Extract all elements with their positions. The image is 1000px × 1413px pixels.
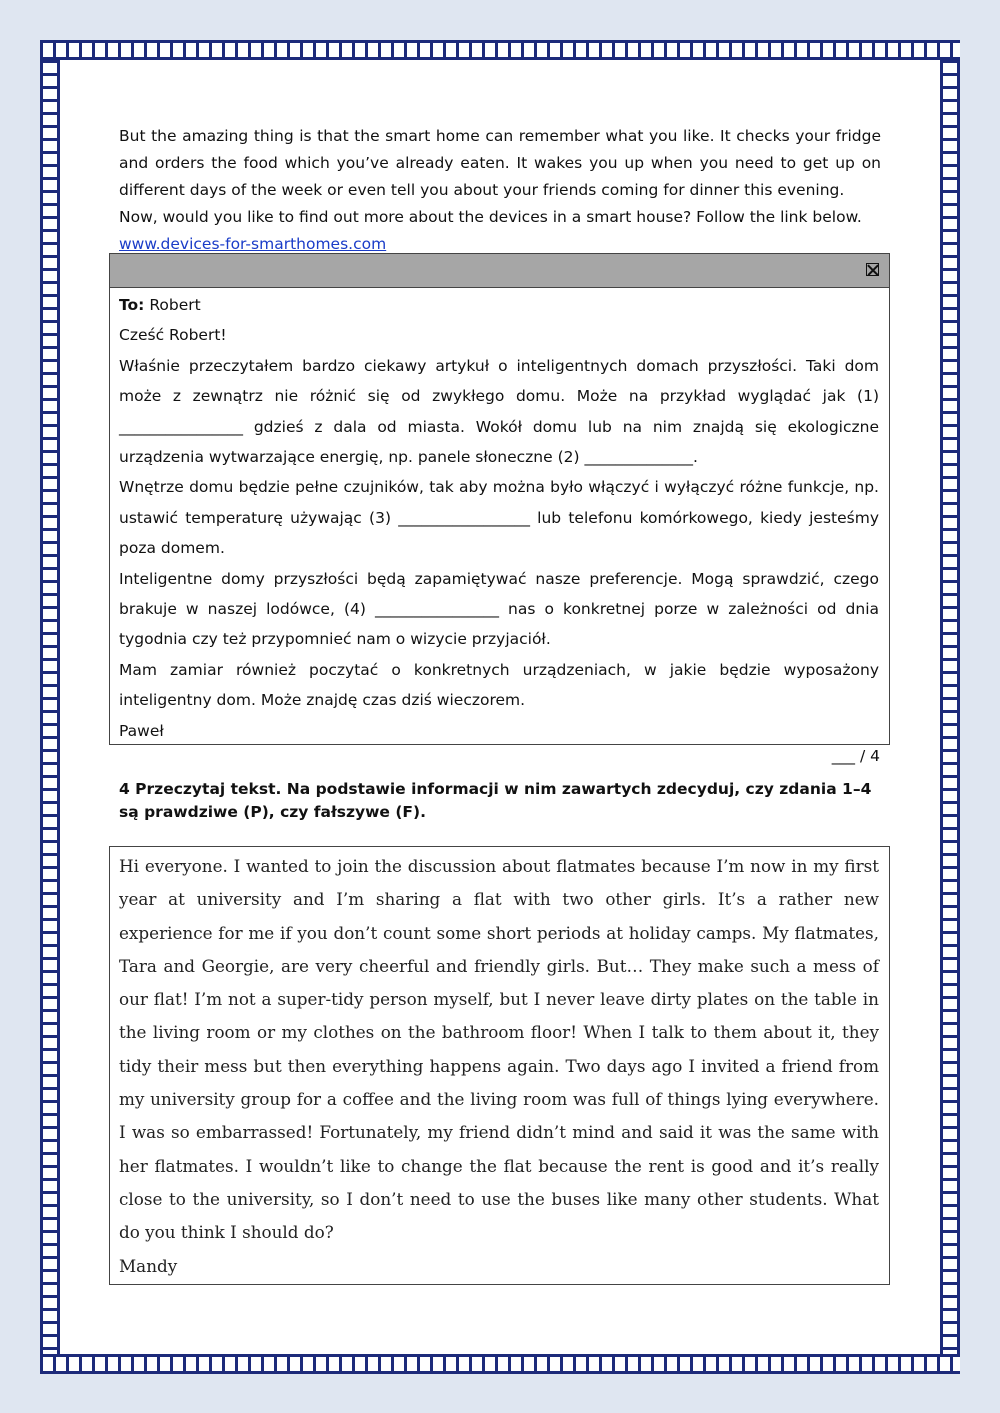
intro-paragraph-1: But the amazing thing is that the smart home can remember what you like. It checks your fridge and orders the food which you’ve already eaten. It wakes you up when you need to get up on different days of the week or even tell you about your friends coming for dinner this evening. [119, 127, 881, 199]
reading-text-box [109, 846, 890, 1285]
devices-link[interactable]: www.devices-for-smarthomes.com [119, 235, 387, 253]
reading-signature: Mandy [119, 1255, 178, 1276]
score-field: ___ / 4 [831, 747, 880, 765]
email-recipient [119, 290, 879, 320]
email-title-bar [110, 254, 889, 288]
email-paragraph-4: Mam zamiar również poczytać o konkretnych urządzeniach, w jakie będzie wyposażony inteligentny dom. Może znajdę czas dziś wieczorem. [119, 660, 879, 710]
email-paragraph-2: Wnętrze domu będzie pełne czujników, tak aby można było włączyć i wyłączyć różne funkcje, np. ustawić temperaturę używając (3) _________________ lub telefonu komórkowego, kiedy jesteśmy poza domem. [119, 478, 879, 558]
close-icon[interactable] [866, 263, 879, 276]
email-body [110, 288, 889, 746]
task-4-instruction: 4 Przeczytaj tekst. Na podstawie informacji w nim zawartych zdecyduj, czy zdania 1–4 są prawdziwe (P), czy fałszywe (F). [119, 780, 872, 821]
to-label: To: [119, 296, 145, 314]
decorative-border-top [40, 40, 960, 60]
reading-text: Hi everyone. I wanted to join the discussion about flatmates because I’m now in my first year at university and I’m sharing a flat with two other girls. It’s a rather new experience for me if you don’t count some short periods at holiday camps. My flatmates, Tara and Georgie, are very cheerful and friendly girls. But… They make such a mess of our flat! I’m not a super-tidy person myself, but I never leave dirty plates on the table in the living room or my clothes on the bathroom floor! When I talk to them about it, they tidy their mess but then everything happens again. Two days ago I invited a friend from my university group for a coffee and the living room was full of things lying everywhere. I was so embarrassed! Fortunately, my friend didn’t mind and said it was the same with her flatmates. I wouldn’t like to change the flat because the rent is good and it’s really close to the university, so I don’t need to use the buses like many other students. What do you think I should do? [119, 856, 879, 1243]
email-signature: Paweł [119, 721, 164, 740]
decorative-border-bottom [40, 1354, 960, 1374]
decorative-border-right [940, 60, 960, 1354]
email-paragraph-3: Inteligentne domy przyszłości będą zapamiętywać nasze preferencje. Mogą sprawdzić, czego brakuje w naszej lodówce, (4) ________________ nas o konkretnej porze w zależności od dnia tygodnia czy też przypomnieć nam o wizycie przyjaciół. [119, 569, 879, 649]
intro-paragraph-2: Now, would you like to find out more about the devices in a smart house? Follow the link below. [119, 208, 862, 226]
email-paragraph-1: Właśnie przeczytałem bardzo ciekawy artykuł o inteligentnych domach przyszłości. Taki dom może z zewnątrz nie różnić się od zwykłego domu. Może na przykład wyglądać jak (1) ________________ gdzieś z dala od miasta. Wokół domu lub na nim znajdą się ekologiczne urządzenia wytwarzające energię, np. panele słoneczne (2) ______________. [119, 356, 879, 467]
decorative-border-left [40, 60, 60, 1354]
email-window [109, 253, 890, 745]
to-value: Robert [149, 296, 201, 314]
email-greeting: Cześć Robert! [119, 326, 227, 345]
intro-text [119, 123, 881, 258]
